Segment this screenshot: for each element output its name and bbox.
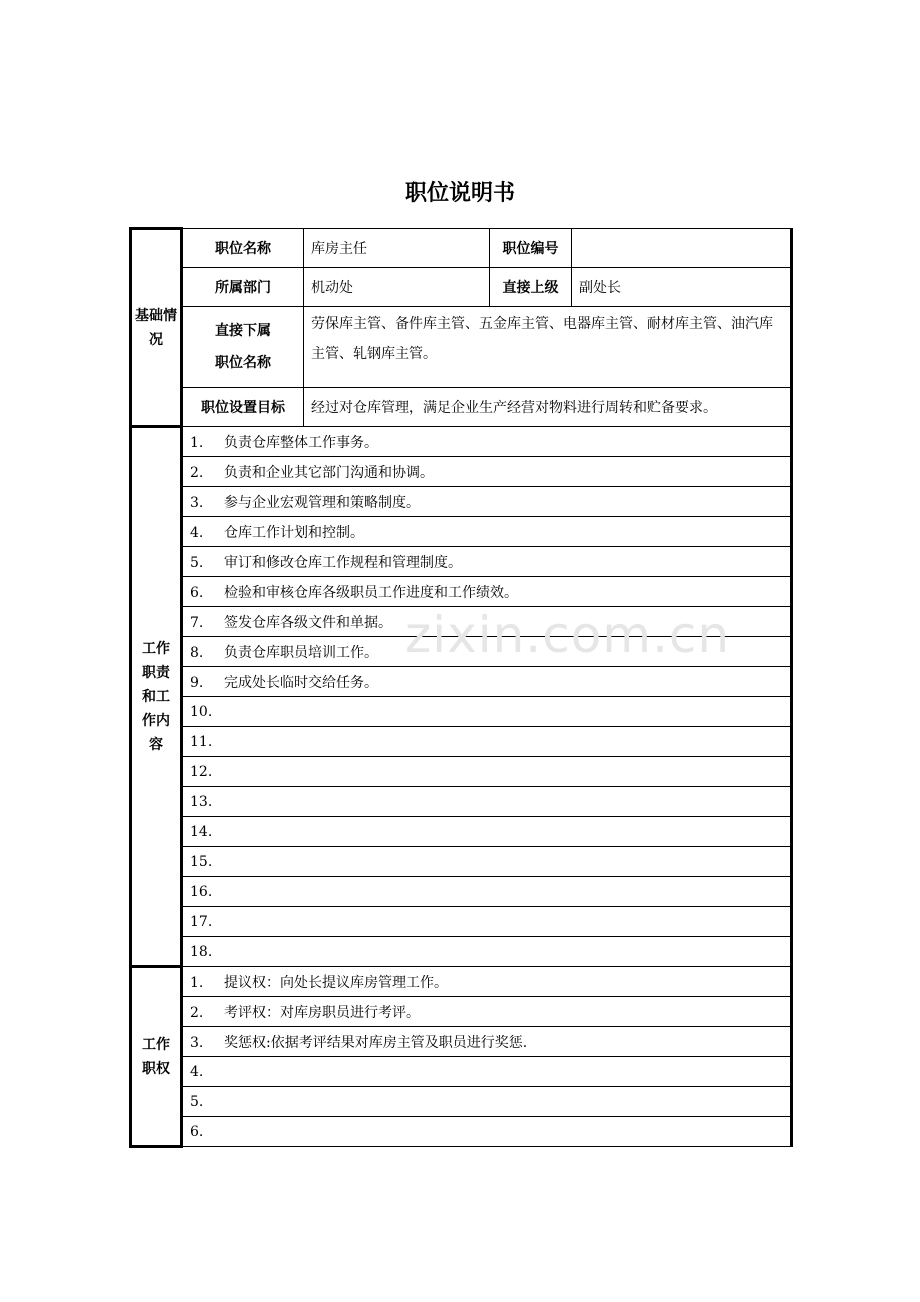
duties-item-number: 15. bbox=[190, 853, 213, 870]
duties-item-text: 负责仓库职员培训工作。 bbox=[224, 644, 378, 661]
authority-row bbox=[131, 997, 792, 1027]
duties-row bbox=[131, 697, 792, 727]
authority-item bbox=[182, 1057, 792, 1087]
section-duties-label: 工作职责和工作内容 bbox=[131, 427, 182, 967]
authority-row bbox=[131, 1087, 792, 1117]
duties-item-number: 13. bbox=[190, 793, 213, 810]
duties-row bbox=[131, 757, 792, 787]
duties-item-number: 3. bbox=[190, 494, 204, 511]
duties-item bbox=[182, 697, 792, 727]
duties-item-number: 5. bbox=[190, 554, 204, 571]
position-name-value: 库房主任 bbox=[304, 229, 490, 268]
duties-row bbox=[131, 577, 792, 607]
superior-label: 直接上级 bbox=[490, 268, 572, 307]
duties-item-text: 审订和修改仓库工作规程和管理制度。 bbox=[224, 554, 462, 571]
duties-item-number: 7. bbox=[190, 614, 204, 631]
duties-row bbox=[131, 547, 792, 577]
watermark: zixin.com.cn bbox=[405, 606, 731, 664]
job-description-table bbox=[129, 227, 793, 1148]
duties-row bbox=[131, 517, 792, 547]
duties-item-text: 检验和审核仓库各级职员工作进度和工作绩效。 bbox=[224, 584, 518, 601]
duties-row bbox=[131, 637, 792, 667]
position-name-label: 职位名称 bbox=[182, 229, 304, 268]
position-code-label: 职位编号 bbox=[490, 229, 572, 268]
duties-item bbox=[182, 577, 792, 607]
duties-item bbox=[182, 487, 792, 517]
authority-row bbox=[131, 1117, 792, 1147]
superior-value: 副处长 bbox=[572, 268, 792, 307]
section-basic-label: 基础情况 bbox=[131, 229, 182, 427]
authority-item bbox=[182, 967, 792, 997]
duties-row bbox=[131, 727, 792, 757]
duties-row bbox=[131, 817, 792, 847]
duties-item-number: 14. bbox=[190, 823, 213, 840]
authority-item bbox=[182, 1117, 792, 1147]
duties-row bbox=[131, 457, 792, 487]
duties-item-number: 2. bbox=[190, 464, 204, 481]
duties-item-text: 参与企业宏观管理和策略制度。 bbox=[224, 494, 420, 511]
department-label: 所属部门 bbox=[182, 268, 304, 307]
goal-value: 经过对仓库管理，满足企业生产经营对物料进行周转和贮备要求。 bbox=[304, 388, 792, 427]
section-authority-label: 工作职权 bbox=[131, 967, 182, 1147]
duties-row bbox=[131, 427, 792, 457]
duties-item bbox=[182, 817, 792, 847]
duties-item-number: 9. bbox=[190, 674, 204, 691]
duties-item bbox=[182, 787, 792, 817]
authority-item-number: 5. bbox=[190, 1093, 204, 1110]
duties-item-number: 11. bbox=[190, 733, 213, 750]
duties-row bbox=[131, 487, 792, 517]
duties-row bbox=[131, 847, 792, 877]
duties-item-number: 12. bbox=[190, 763, 213, 780]
authority-item-number: 3. bbox=[190, 1034, 204, 1051]
duties-item bbox=[182, 727, 792, 757]
duties-item-text: 完成处长临时交给任务。 bbox=[224, 674, 378, 691]
duties-row bbox=[131, 607, 792, 637]
duties-item-number: 1. bbox=[190, 434, 204, 451]
duties-item-text: 负责和企业其它部门沟通和协调。 bbox=[224, 464, 434, 481]
duties-item-number: 6. bbox=[190, 584, 204, 601]
duties-row bbox=[131, 877, 792, 907]
authority-item-number: 6. bbox=[190, 1123, 204, 1140]
duties-item bbox=[182, 877, 792, 907]
duties-item-number: 4. bbox=[190, 524, 204, 541]
authority-item-text: 奖惩权:依据考评结果对库房主管及职员进行奖惩. bbox=[224, 1034, 528, 1051]
duties-row bbox=[131, 787, 792, 817]
duties-item bbox=[182, 757, 792, 787]
duties-item bbox=[182, 937, 792, 967]
duties-row bbox=[131, 667, 792, 697]
duties-item bbox=[182, 907, 792, 937]
authority-item-number: 2. bbox=[190, 1004, 204, 1021]
position-code-value bbox=[572, 229, 792, 268]
duties-item bbox=[182, 547, 792, 577]
duties-item bbox=[182, 457, 792, 487]
duties-item bbox=[182, 637, 792, 667]
authority-item bbox=[182, 1087, 792, 1117]
duties-item bbox=[182, 667, 792, 697]
duties-item-text: 仓库工作计划和控制。 bbox=[224, 524, 364, 541]
duties-item-number: 17. bbox=[190, 913, 213, 930]
authority-item-number: 4. bbox=[190, 1063, 204, 1080]
duties-item bbox=[182, 607, 792, 637]
authority-row bbox=[131, 967, 792, 997]
duties-item-number: 8. bbox=[190, 644, 204, 661]
duties-item-text: 签发仓库各级文件和单据。 bbox=[224, 614, 392, 631]
document-title: 职位说明书 bbox=[404, 181, 515, 206]
subordinate-label: 直接下属 职位名称 bbox=[182, 307, 304, 388]
authority-row bbox=[131, 1027, 792, 1057]
goal-label: 职位设置目标 bbox=[182, 388, 304, 427]
department-value: 机动处 bbox=[304, 268, 490, 307]
duties-item bbox=[182, 427, 792, 457]
duties-row bbox=[131, 907, 792, 937]
authority-item bbox=[182, 997, 792, 1027]
duties-item-text: 负责仓库整体工作事务。 bbox=[224, 434, 378, 451]
authority-item-text: 考评权：对库房职员进行考评。 bbox=[224, 1004, 420, 1021]
authority-item-text: 提议权：向处长提议库房管理工作。 bbox=[224, 974, 448, 991]
authority-row bbox=[131, 1057, 792, 1087]
duties-item-number: 16. bbox=[190, 883, 213, 900]
duties-item-number: 18. bbox=[190, 943, 213, 960]
subordinate-value: 劳保库主管、备件库主管、五金库主管、电器库主管、耐材库主管、油汽库主管、轧钢库主管。 bbox=[304, 307, 792, 388]
duties-row bbox=[131, 937, 792, 967]
authority-item-number: 1. bbox=[190, 974, 204, 991]
duties-item-number: 10. bbox=[190, 703, 213, 720]
duties-item bbox=[182, 847, 792, 877]
authority-item bbox=[182, 1027, 792, 1057]
duties-item bbox=[182, 517, 792, 547]
